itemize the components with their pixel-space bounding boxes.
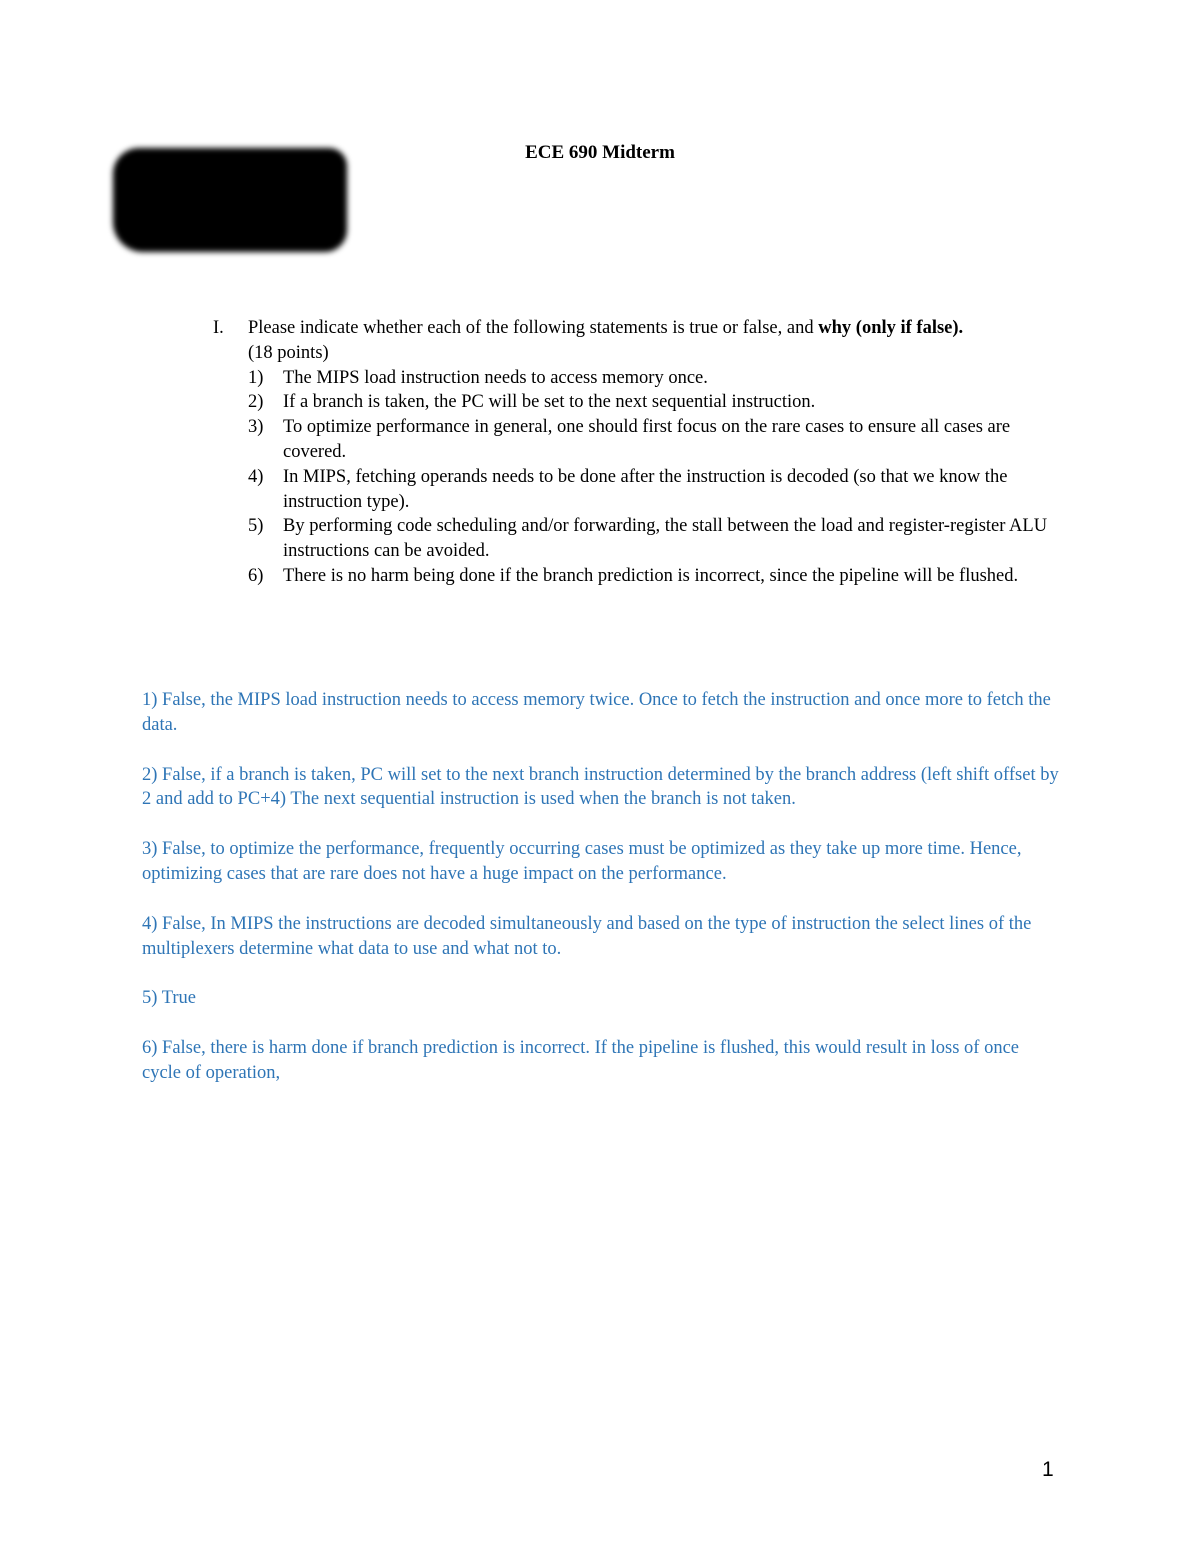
statement-number: 3)	[248, 417, 264, 438]
answer-3: 3) False, to optimize the performance, frequently occurring cases must be optimized as they take up more time. Hence, optimizing cases that are rare does not have a huge impact on the performance.	[142, 839, 1022, 884]
prompt-end: ).	[952, 318, 964, 338]
page-number: 1	[1042, 1458, 1054, 1481]
statement-number: 2)	[248, 392, 264, 413]
statement-item	[248, 465, 1093, 515]
question-points: (18 points)	[248, 342, 329, 363]
statement-text: There is no harm being done if the branch prediction is incorrect, since the pipeline will be flushed.	[283, 565, 1019, 586]
statement-text: To optimize performance in general, one should first focus on the rare cases to ensure all cases are covered.	[283, 417, 1011, 462]
question-prompt	[248, 316, 1093, 341]
statement-number: 5)	[248, 516, 264, 537]
statement-item	[248, 415, 1093, 465]
answer-2: 2) False, if a branch is taken, PC will set to the next branch instruction determined by the branch address (left shift offset by 2 and add to PC+4) The next sequential instruction is used when the branch is not taken.	[142, 764, 1059, 810]
statement-number: 1)	[248, 367, 264, 388]
answer-5: 5) True	[142, 988, 196, 1009]
statement-item	[248, 390, 1093, 415]
statement-text: If a branch is taken, the PC will be set to the next sequential instruction.	[283, 392, 816, 413]
page-title	[0, 142, 1200, 164]
prompt-part-1: Please indicate whether each of the following statements is true or false, and	[248, 318, 819, 338]
answer-section	[142, 688, 1062, 1111]
answer-1: 1) False, the MIPS load instruction needs to access memory twice. Once to fetch the instruction and once more to fetch the data.	[142, 690, 1051, 735]
prompt-only-if-false: only if false	[861, 318, 953, 338]
statement-text: In MIPS, fetching operands needs to be done after the instruction is decoded (so that we know the instruction type).	[283, 466, 1008, 512]
answer-4: 4) False, In MIPS the instructions are decoded simultaneously and based on the type of instruction the select lines of the multiplexers determine what data to use and what not to.	[142, 913, 1032, 959]
prompt-why: why	[818, 318, 852, 338]
statement-item	[248, 564, 1093, 589]
page-title-text: ECE 690 Midterm	[525, 142, 675, 163]
statement-list	[213, 366, 1093, 589]
statement-item	[248, 514, 1093, 564]
statement-number: 4)	[248, 466, 264, 487]
question-number: I.	[213, 318, 224, 338]
statement-text: The MIPS load instruction needs to access memory once.	[283, 367, 708, 388]
answer-6: 6) False, there is harm done if branch prediction is incorrect. If the pipeline is flushed, this would result in loss of once cycle of operation,	[142, 1038, 1019, 1083]
statement-text: By performing code scheduling and/or forwarding, the stall between the load and register-register ALU instructions can be avoided.	[283, 516, 1048, 562]
statement-item	[248, 366, 1093, 391]
question-header	[213, 316, 1093, 341]
statement-number: 6)	[248, 565, 264, 586]
question-1	[213, 316, 1093, 589]
prompt-paren-open: (	[851, 318, 862, 338]
